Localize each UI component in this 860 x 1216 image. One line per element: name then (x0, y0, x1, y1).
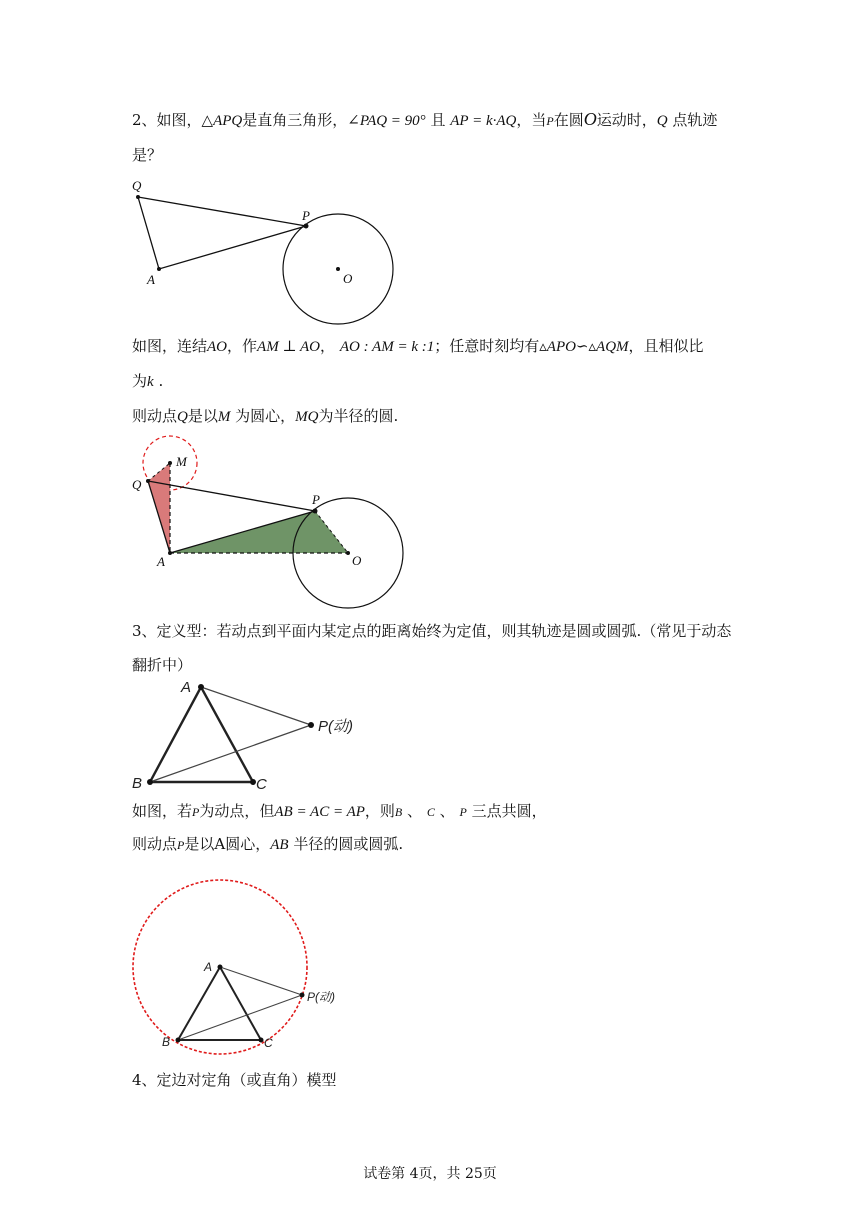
explanation-3-line-2: 则动点P是以A圆心，AB 半径的圆或圆弧. (132, 835, 404, 853)
explanation-2-line-3: 则动点Q是以M 为圆心，MQ为半径的圆. (132, 407, 399, 425)
label-p: P (302, 208, 310, 223)
label-c: C (256, 776, 267, 793)
triangle-abc-2 (178, 967, 261, 1040)
label-b: B (132, 775, 143, 792)
label-o: O (343, 271, 353, 286)
label-a: A (157, 554, 165, 569)
label-a: A (147, 272, 155, 287)
page-footer: 试卷第 4页，共 25页 (363, 1166, 497, 1182)
problem-3-line-1: 3、定义型：若动点到平面内某定点的距离始终为定值，则其轨迹是圆或圆弧.（常见于动态 (132, 622, 732, 640)
label-p: P(动) (307, 990, 335, 1004)
explanation-2-line-1: 如图，连结AO，作AM ⊥ AO， AO : AM = k :1；任意时刻均有▵APO∽▵AQM，且相似比 (132, 337, 704, 355)
problem-2-line-1: 2、如图，△APQ是直角三角形，∠PAQ = 90° 且 AP = k·AQ，当P在圆O运动时，Q 点轨迹 (132, 109, 718, 129)
label-p: P(动) (318, 718, 353, 735)
label-c: C (264, 1036, 273, 1050)
label-a: A (181, 679, 192, 696)
label-p: P (312, 492, 320, 507)
section-4-title: 4、定边对定角（或直角）模型 (132, 1071, 337, 1089)
explanation-2-line-2: 为k . (132, 372, 164, 390)
label-m: M (176, 454, 187, 469)
label-b: B (162, 1035, 171, 1049)
label-a: A (204, 960, 213, 974)
label-q: Q (132, 178, 142, 193)
label-o: O (352, 553, 362, 568)
problem-2-line-2: 是？ (132, 146, 163, 164)
label-q: Q (132, 477, 142, 492)
explanation-3-line-1: 如图，若P为动点，但AB = AC = AP，则B 、 C 、 P 三点共圆， (132, 802, 547, 820)
problem-3-line-2: 翻折中） (132, 656, 193, 674)
